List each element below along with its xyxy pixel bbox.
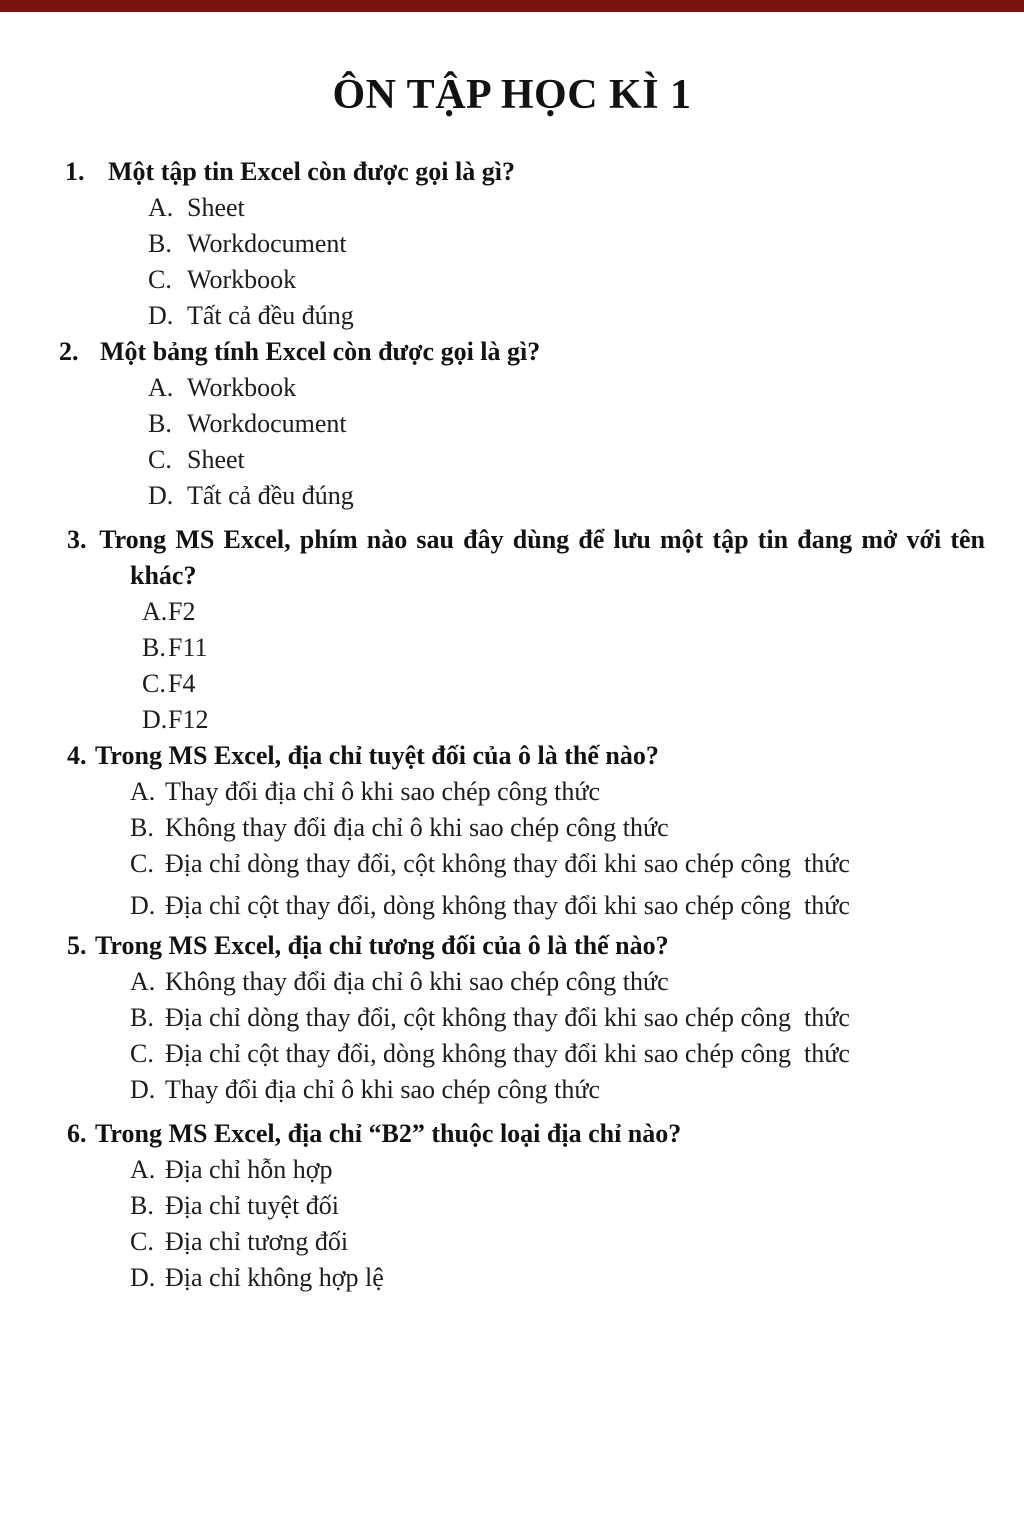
option-label: C. [130,849,154,878]
option-label: A. [148,373,174,402]
question-4-stem [0,738,1024,774]
question-3-option-b [0,630,1024,666]
option-text: F4 [168,669,196,698]
option-label: A. [142,597,168,626]
option-label: C. [142,669,166,698]
question-1 [0,154,1024,334]
option-label: B. [130,1191,154,1220]
option-label: A. [130,967,156,996]
option-text: Sheet [187,445,245,474]
option-text: Địa chỉ tuyệt đối [165,1191,340,1220]
option-text: F12 [168,705,209,734]
option-label: D. [130,1263,156,1292]
question-4-option-c [0,846,1024,882]
question-text: Trong MS Excel, địa chỉ tương đối của ô là thế nào? [95,931,669,960]
question-3 [0,522,1024,738]
question-3-option-a [0,594,1024,630]
question-6-option-d [0,1260,1024,1296]
option-label: D. [130,1075,156,1104]
option-text: Địa chỉ tương đối [165,1227,349,1256]
option-label: B. [142,633,166,662]
question-number: 6. [67,1119,87,1148]
option-text: Địa chỉ cột thay đổi, dòng không thay đổi khi sao chép công thức [165,1039,850,1068]
question-5-option-d [0,1072,1024,1108]
option-label: B. [130,1003,154,1032]
option-label: D. [130,891,156,920]
option-text: Workdocument [187,229,347,258]
question-6-stem [0,1116,1024,1152]
question-3-stem-line-2: khác? [130,561,197,590]
question-number: 3. [67,525,87,554]
option-label: A. [148,193,174,222]
option-text: Tất cả đều đúng [187,481,354,510]
page-title: ÔN TẬP HỌC KÌ 1 [332,72,692,118]
option-text: Địa chỉ dòng thay đổi, cột không thay đổi khi sao chép công thức [165,849,850,878]
question-1-option-d [0,298,1024,334]
question-text: Trong MS Excel, phím nào sau đây dùng để lưu một tập tin đang mở với tên [99,525,985,554]
question-number: 2. [59,337,79,366]
question-5-stem [0,928,1024,964]
question-2-option-d [0,478,1024,514]
question-number: 4. [67,741,87,770]
question-6 [0,1116,1024,1296]
option-text: Địa chỉ dòng thay đổi, cột không thay đổi khi sao chép công thức [165,1003,850,1032]
question-5-option-a [0,964,1024,1000]
option-text: Địa chỉ hỗn hợp [165,1155,333,1184]
question-3-option-c [0,666,1024,702]
option-text: Workbook [187,265,297,294]
option-label: D. [148,481,174,510]
top-red-bar [0,0,1024,12]
option-label: A. [130,777,156,806]
question-6-option-c [0,1224,1024,1260]
option-label: C. [148,265,172,294]
question-2-option-b [0,406,1024,442]
question-4-option-b [0,810,1024,846]
option-text: Địa chỉ không hợp lệ [165,1263,384,1292]
question-2-option-a [0,370,1024,406]
question-5 [0,928,1024,1108]
question-2 [0,334,1024,514]
option-label: D. [148,301,174,330]
question-text: Trong MS Excel, địa chỉ “B2” thuộc loại địa chỉ nào? [95,1119,682,1148]
question-6-option-a [0,1152,1024,1188]
question-1-option-c [0,262,1024,298]
question-1-stem [0,154,1024,190]
question-5-option-c [0,1036,1024,1072]
option-text: Tất cả đều đúng [187,301,354,330]
question-text: Một tập tin Excel còn được gọi là gì? [108,157,515,186]
question-text: Trong MS Excel, địa chỉ tuyệt đối của ô là thế nào? [95,741,659,770]
option-label: B. [148,409,172,438]
question-number: 5. [67,931,87,960]
option-text: Sheet [187,193,245,222]
option-label: C. [130,1227,154,1256]
option-text: Workdocument [187,409,347,438]
option-text: Không thay đổi địa chỉ ô khi sao chép công thức [165,813,669,842]
question-3-option-d [0,702,1024,738]
option-text: F11 [168,633,208,662]
question-text: Một bảng tính Excel còn được gọi là gì? [100,337,541,366]
option-label: A. [130,1155,156,1184]
question-number: 1. [65,157,85,186]
question-4 [0,738,1024,924]
question-1-option-a [0,190,1024,226]
question-3-stem-line-1 [0,522,1024,558]
option-text: Thay đổi địa chỉ ô khi sao chép công thức [165,777,601,806]
question-4-option-d [0,888,1024,924]
option-label: D. [142,705,168,734]
question-6-option-b [0,1188,1024,1224]
question-4-option-a [0,774,1024,810]
option-label: C. [130,1039,154,1068]
question-2-option-c [0,442,1024,478]
option-text: F2 [168,597,196,626]
option-text: Không thay đổi địa chỉ ô khi sao chép công thức [165,967,669,996]
option-text: Workbook [187,373,297,402]
question-1-option-b [0,226,1024,262]
option-label: B. [148,229,172,258]
question-2-stem [0,334,1024,370]
option-label: B. [130,813,154,842]
option-text: Địa chỉ cột thay đổi, dòng không thay đổi khi sao chép công thức [165,891,850,920]
question-5-option-b [0,1000,1024,1036]
option-label: C. [148,445,172,474]
option-text: Thay đổi địa chỉ ô khi sao chép công thức [165,1075,601,1104]
